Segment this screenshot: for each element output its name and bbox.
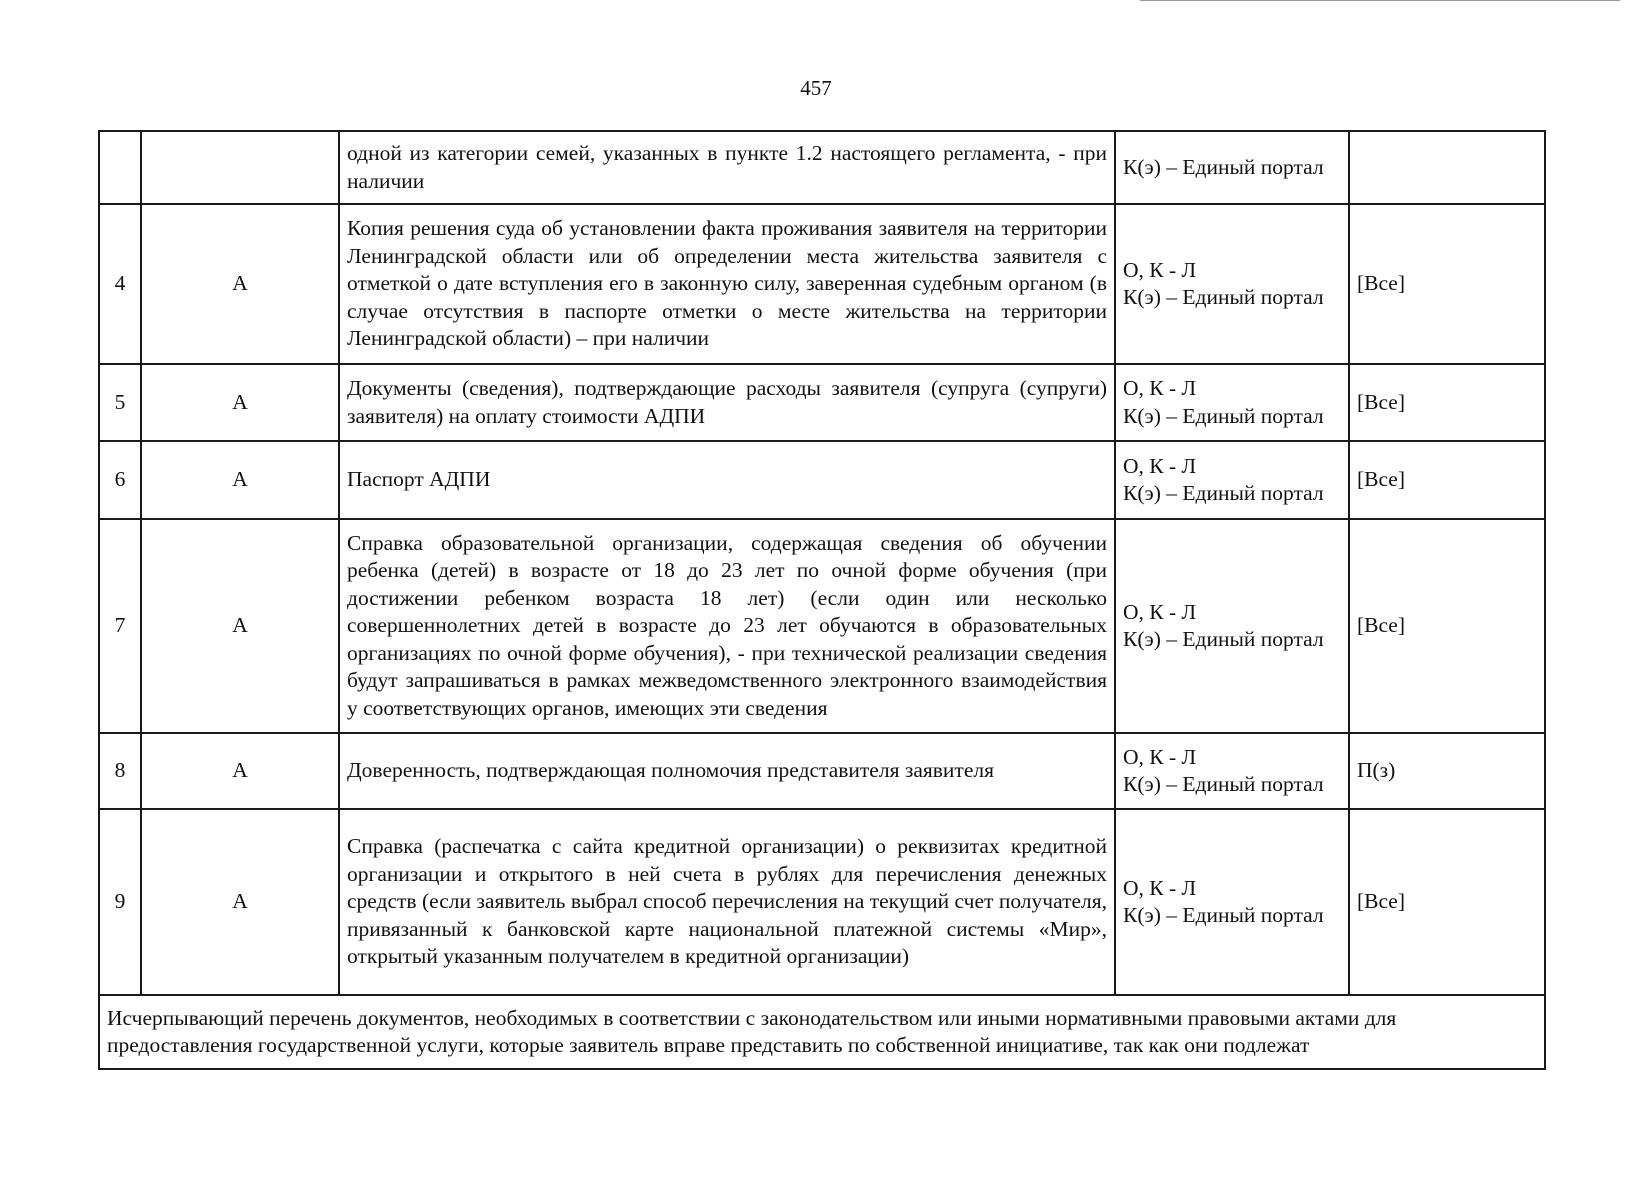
table-row: [99, 809, 1545, 995]
submission-method: [1115, 441, 1349, 519]
submission-method-line: К(э) – Единый портал: [1123, 285, 1324, 309]
submission-channel: П(з): [1349, 733, 1545, 809]
submission-method-line: О, К - Л: [1123, 376, 1197, 400]
document-description-text: Копия решения суда об установлении факта проживания заявителя на территории Ленинградской области или об определении места жительства заявителя с отметкой о дате вступления его в законную силу, заверенная судебным органом (в случае отсутствия в паспорте отметки о месте жительства на территории Ленинградской области) – при наличии: [347, 216, 1107, 351]
row-number: 9: [99, 809, 141, 995]
document-description-text: Документы (сведения), подтверждающие расходы заявителя (супруга (супруги) заявителя) на оплату стоимости АДПИ: [347, 376, 1107, 428]
submission-method-line: К(э) – Единый портал: [1123, 154, 1324, 179]
row-number: 6: [99, 441, 141, 519]
page-number: 457: [800, 76, 832, 100]
document-description-text: Паспорт АДПИ: [347, 467, 491, 492]
submission-method-line: К(э) – Единый портал: [1123, 481, 1324, 505]
document-description: [339, 204, 1115, 364]
submission-method-line: К(э) – Единый портал: [1123, 627, 1324, 651]
submission-method-line: К(э) – Единый портал: [1123, 403, 1324, 428]
submission-method: [1115, 519, 1349, 733]
submission-method-line: К(э) – Единый портал: [1123, 772, 1324, 796]
exhaustive-list-note: Исчерпывающий перечень документов, необходимых в соответствии с законодательством или иными нормативными правовыми актами для предоставления государственной услуги, которые заявитель вправе представить по собственной инициативе, так как они подлежат: [99, 995, 1545, 1069]
document-description-text: Доверенность, подтверждающая полномочия представителя заявителя: [347, 758, 994, 783]
documents-table: [98, 130, 1546, 1070]
submission-method-line: О, К - Л: [1123, 257, 1197, 282]
table-row: [99, 364, 1545, 441]
submission-method: [1115, 733, 1349, 809]
applicant-category: А: [141, 733, 339, 809]
applicant-category: А: [141, 441, 339, 519]
document-description: [339, 364, 1115, 441]
applicant-category: А: [141, 809, 339, 995]
submission-channel: [Все]: [1349, 809, 1545, 995]
table-row: [99, 131, 1545, 204]
document-description-text: одной из категории семей, указанных в пункте 1.2 настоящего регламента, - при наличии: [347, 141, 1107, 193]
table-row: [99, 441, 1545, 519]
table-row: [99, 733, 1545, 809]
row-number: 5: [99, 364, 141, 441]
row-number: 8: [99, 733, 141, 809]
submission-method-line: О, К - Л: [1123, 875, 1197, 900]
applicant-category: [141, 131, 339, 204]
document-description: [339, 519, 1115, 733]
submission-channel: [1349, 131, 1545, 204]
applicant-category: А: [141, 519, 339, 733]
submission-method-line: К(э) – Единый портал: [1123, 903, 1324, 927]
submission-method-line: О, К - Л: [1123, 453, 1197, 478]
row-number: 7: [99, 519, 141, 733]
submission-method: [1115, 204, 1349, 364]
submission-channel: [Все]: [1349, 364, 1545, 441]
scan-edge-rule: [1140, 0, 1620, 1]
submission-method-line: О, К - Л: [1123, 744, 1197, 769]
row-number: 4: [99, 204, 141, 364]
submission-method: [1115, 131, 1349, 204]
submission-method: [1115, 809, 1349, 995]
submission-method: [1115, 364, 1349, 441]
submission-channel: [Все]: [1349, 441, 1545, 519]
document-description: [339, 441, 1115, 519]
submission-method-line: О, К - Л: [1123, 599, 1197, 624]
submission-channel: [Все]: [1349, 204, 1545, 364]
document-description: [339, 733, 1115, 809]
table-row: [99, 519, 1545, 733]
table-row: [99, 204, 1545, 364]
document-description-text: Справка (распечатка с сайта кредитной организации) о реквизитах кредитной организации и открытого в ней счета в рублях для перечисления денежных средств (если заявитель выбрал способ перечисления на текущий счет получателя, привязанный к банковской карте национальной платежной системы «Мир», открытый указанным получателем в кредитной организации): [347, 834, 1107, 969]
document-description-text: Справка образовательной организации, содержащая сведения об обучении ребенка (детей) в возрасте от 18 до 23 лет по очной форме обучения (при достижении ребенком возраста 18 лет) (если один или несколько совершеннолетних детей в возрасте до 23 лет обучаются в образовательных организациях по очной форме обучения), - при технической реализации сведения будут запрашиваться в рамках межведомственного электронного взаимодействия у соответствующих органов, имеющих эти сведения: [347, 530, 1107, 720]
table-footer-row: [99, 995, 1545, 1069]
applicant-category: А: [141, 204, 339, 364]
document-description: [339, 809, 1115, 995]
submission-channel: [Все]: [1349, 519, 1545, 733]
applicant-category: А: [141, 364, 339, 441]
document-description: [339, 131, 1115, 204]
row-number: [99, 131, 141, 204]
